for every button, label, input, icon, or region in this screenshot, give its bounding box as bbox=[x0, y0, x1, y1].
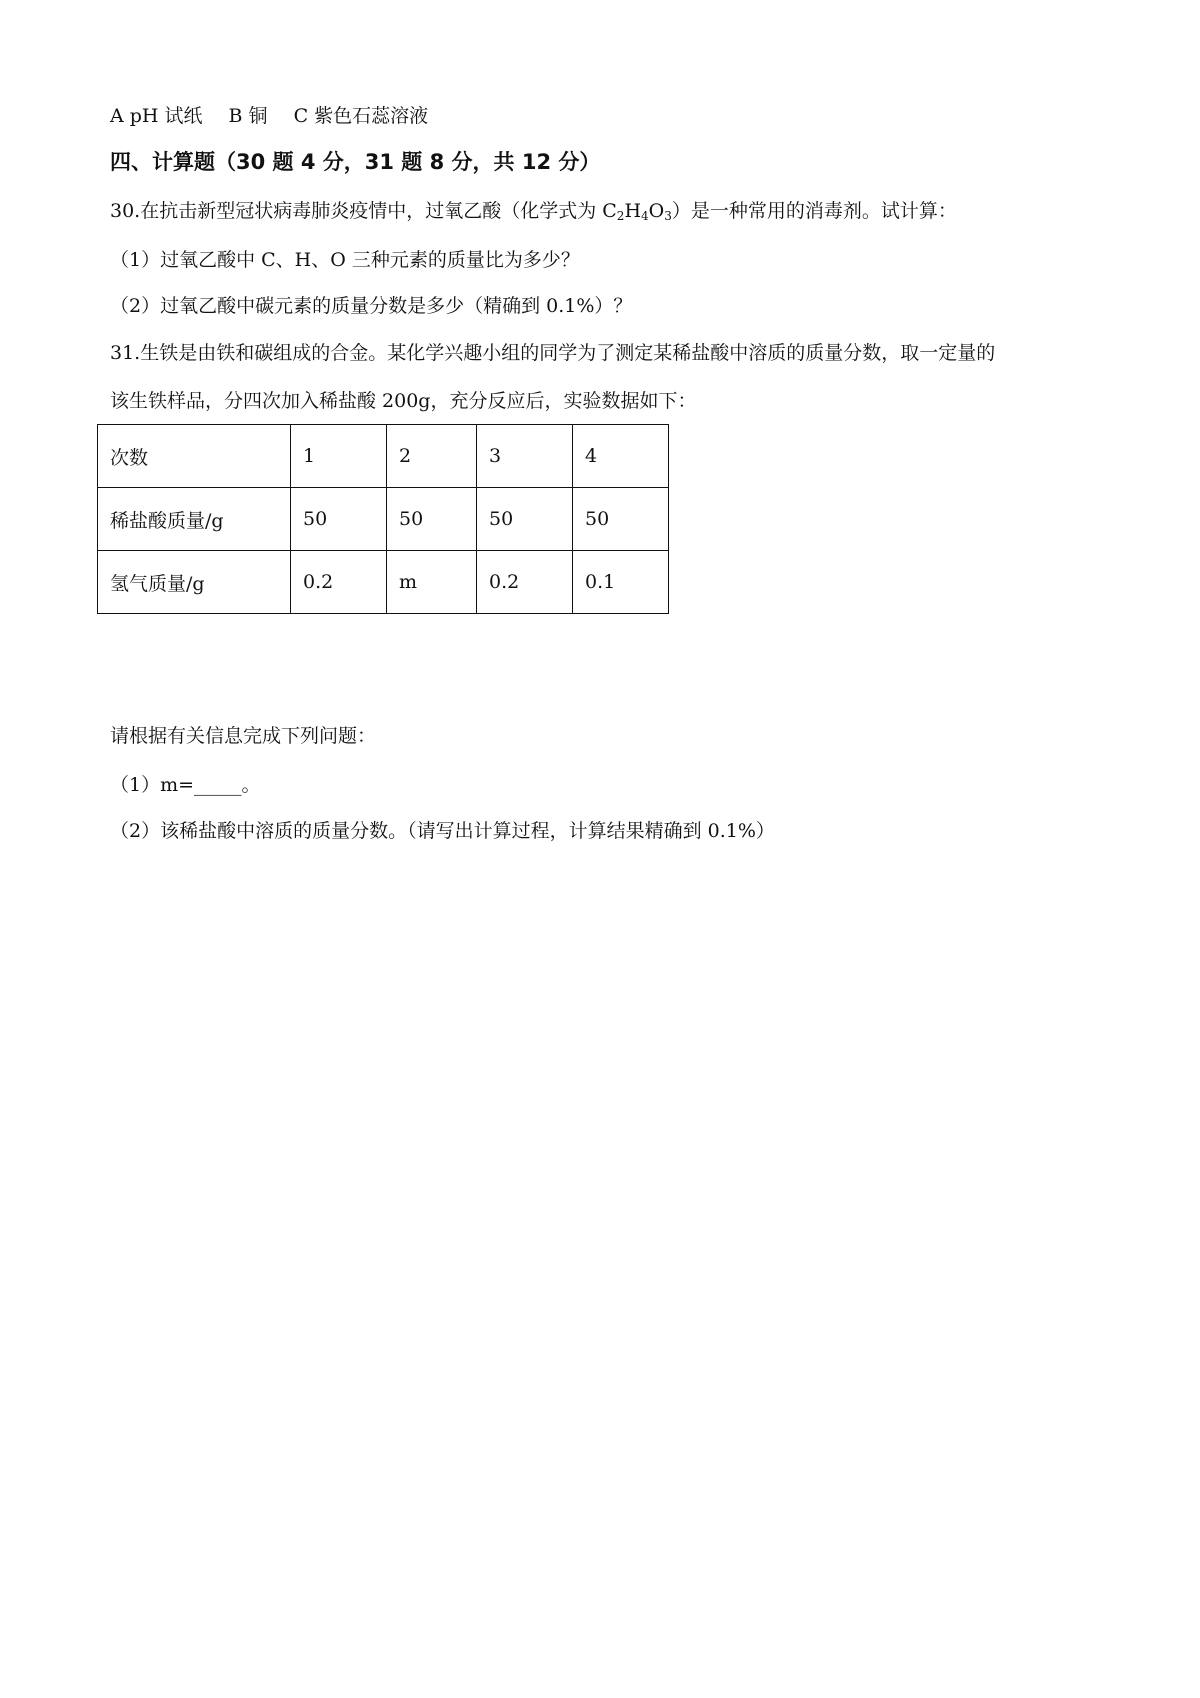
section-heading: 四、计算题（30 题 4 分，31 题 8 分，共 12 分） bbox=[110, 150, 601, 174]
table-cell: 次数 bbox=[98, 425, 291, 488]
table-row bbox=[98, 425, 669, 488]
table-cell: 1 bbox=[291, 425, 387, 488]
table-cell: 0.2 bbox=[477, 551, 573, 614]
table-cell: 2 bbox=[387, 425, 477, 488]
q30-intro-end: ）是一种常用的消毒剂。试计算： bbox=[671, 200, 957, 222]
formula-subscript: 3 bbox=[664, 209, 672, 223]
table-row bbox=[98, 551, 669, 614]
q30-intro bbox=[110, 202, 957, 221]
table-cell: 50 bbox=[477, 488, 573, 551]
q31-part2: （2）该稀盐酸中溶质的质量分数。（请写出计算过程，计算结果精确到 0.1%） bbox=[110, 820, 775, 842]
options-line bbox=[110, 107, 428, 126]
table-cell: 50 bbox=[387, 488, 477, 551]
table-cell: 50 bbox=[573, 488, 669, 551]
formula-subscript: 2 bbox=[616, 209, 625, 223]
q31-part1: （1）m=_____。 bbox=[110, 774, 261, 796]
table-cell: 0.2 bbox=[291, 551, 387, 614]
option-b: B 铜 bbox=[228, 105, 268, 127]
table-cell: m bbox=[387, 551, 477, 614]
q31-prompt: 请根据有关信息完成下列问题： bbox=[110, 725, 377, 747]
formula-element: H bbox=[624, 200, 642, 222]
formula-subscript: 4 bbox=[641, 209, 649, 223]
q30-part1: （1）过氧乙酸中 C、H、O 三种元素的质量比为多少？ bbox=[110, 249, 580, 271]
table-cell: 稀盐酸质量/g bbox=[98, 488, 291, 551]
table-cell: 50 bbox=[291, 488, 387, 551]
q30-part2: （2）过氧乙酸中碳元素的质量分数是多少（精确到 0.1%）？ bbox=[110, 295, 633, 317]
table-cell: 4 bbox=[573, 425, 669, 488]
option-a: A pH 试纸 bbox=[110, 105, 203, 127]
table-row bbox=[98, 488, 669, 551]
formula-element: O bbox=[648, 200, 665, 222]
q31-line1: 31.生铁是由铁和碳组成的合金。某化学兴趣小组的同学为了测定某稀盐酸中溶质的质量分数，取一定量的 bbox=[110, 342, 996, 364]
table-cell: 3 bbox=[477, 425, 573, 488]
q31-line2: 该生铁样品，分四次加入稀盐酸 200g，充分反应后，实验数据如下： bbox=[110, 390, 697, 412]
q30-intro-text: 30.在抗击新型冠状病毒肺炎疫情中，过氧乙酸（化学式为 C bbox=[110, 200, 617, 222]
table-cell: 0.1 bbox=[573, 551, 669, 614]
option-c: C 紫色石蕊溶液 bbox=[293, 105, 429, 127]
table-cell: 氢气质量/g bbox=[98, 551, 291, 614]
experiment-data-table bbox=[97, 424, 669, 614]
